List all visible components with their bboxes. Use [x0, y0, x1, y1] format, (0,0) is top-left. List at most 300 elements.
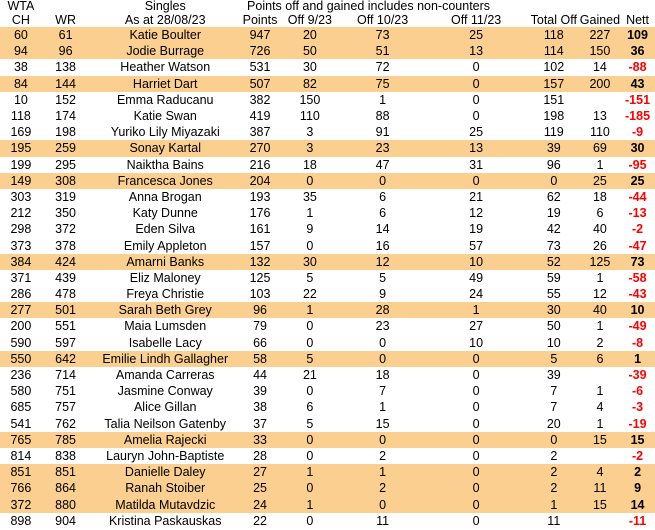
cell-nett: -44: [628, 189, 647, 204]
header-row-2: [0, 13, 655, 27]
cell-ch: 94: [0, 43, 42, 59]
cell-points: 22: [253, 513, 267, 528]
cell-name: Eden Silva: [135, 222, 196, 237]
cell-wr: 319: [55, 189, 77, 204]
table-row: [0, 254, 655, 270]
cell-wr: 551: [55, 319, 77, 334]
cell-total-off: 118: [528, 27, 580, 43]
cell-off-10: 2: [379, 448, 387, 463]
cell-nett: 73: [620, 254, 655, 270]
table-row: [0, 399, 655, 415]
cell-points: 204: [241, 173, 279, 189]
cell-gained: 227: [580, 27, 620, 43]
cell-off-10: 0: [341, 432, 425, 448]
cell-nett: -95: [628, 157, 647, 172]
cell-off-9: 0: [279, 173, 341, 189]
cell-gained: 69: [580, 140, 620, 156]
header-note: Points off and gained includes non-counters: [247, 0, 491, 13]
cell-points: 25: [241, 480, 279, 496]
cell-off-9: 35: [302, 189, 317, 204]
cell-nett: 14: [620, 496, 655, 512]
cell-name: Lauryn John-Baptiste: [106, 448, 225, 463]
table-row: [0, 270, 655, 286]
cell-off-11: 0: [472, 109, 480, 124]
cell-off-10: 0: [341, 351, 425, 367]
cell-gained: 1: [596, 416, 604, 431]
cell-off-9: 0: [306, 335, 314, 350]
cell-name: Francesca Jones: [89, 173, 241, 189]
cell-nett: -47: [628, 238, 647, 253]
cell-nett: -8: [631, 335, 644, 350]
cell-ch: 195: [0, 140, 42, 156]
table-row: [0, 237, 655, 253]
table-row: [0, 367, 655, 383]
cell-ch: 851: [0, 464, 42, 480]
cell-total-off: 114: [528, 43, 580, 59]
cell-off-10: 88: [375, 109, 390, 124]
cell-gained: 4: [580, 464, 620, 480]
cell-total-off: 20: [546, 416, 561, 431]
cell-points: 132: [241, 254, 279, 270]
cell-gained: 18: [592, 189, 607, 204]
cell-off-10: 75: [341, 76, 425, 92]
cell-off-9: 0: [306, 238, 314, 253]
cell-ch: 685: [10, 400, 32, 415]
cell-off-11: 0: [472, 448, 480, 463]
cell-off-10: 0: [379, 335, 387, 350]
cell-name: Jodie Burrage: [89, 43, 241, 59]
cell-total-off: 73: [546, 238, 561, 253]
cell-total-off: 96: [546, 157, 561, 172]
table-row: [0, 448, 655, 464]
cell-wr: 439: [55, 270, 77, 285]
cell-wr: 501: [42, 302, 90, 318]
cell-off-11: 0: [472, 92, 480, 107]
table-row: [0, 27, 655, 43]
cell-name: Isabelle Lacy: [128, 335, 202, 350]
cell-points: 79: [253, 319, 267, 334]
table-row: [0, 43, 655, 59]
table-row: [0, 189, 655, 205]
table-row: [0, 221, 655, 237]
cell-nett: -58: [628, 270, 647, 285]
cell-nett: 9: [620, 480, 655, 496]
cell-name: Katy Dunne: [132, 206, 198, 221]
cell-off-9: 30: [302, 60, 317, 75]
cell-nett: 36: [620, 43, 655, 59]
cell-wr: 144: [42, 76, 90, 92]
cell-gained: 4: [596, 400, 604, 415]
cell-off-11: 25: [469, 125, 484, 140]
cell-off-10: 23: [375, 319, 390, 334]
cell-nett: -2: [631, 222, 644, 237]
cell-points: 37: [253, 416, 267, 431]
cell-points: 33: [241, 432, 279, 448]
cell-total-off: 119: [543, 125, 564, 140]
cell-points: 28: [253, 448, 267, 463]
cell-nett: 30: [620, 140, 655, 156]
cell-ch: 169: [10, 125, 32, 140]
cell-off-9: 1: [279, 496, 341, 512]
cell-off-10: 14: [375, 222, 390, 237]
cell-total-off: 11: [547, 513, 561, 528]
cell-off-11: 10: [424, 254, 527, 270]
cell-total-off: 102: [543, 60, 565, 75]
cell-wr: 642: [42, 351, 90, 367]
cell-name: Freya Christie: [126, 287, 205, 302]
cell-off-11: 0: [424, 480, 527, 496]
cell-off-11: 0: [472, 416, 480, 431]
cell-nett: -9: [631, 125, 644, 140]
cell-off-9: 18: [302, 157, 317, 172]
cell-off-9: 50: [279, 43, 341, 59]
cell-wr: 864: [42, 480, 90, 496]
cell-off-10: 6: [379, 189, 387, 204]
cell-name: Yuriko Lily Miyazaki: [110, 125, 220, 140]
header-off-10: Off 10/23: [357, 13, 409, 27]
cell-ch: 199: [10, 157, 32, 172]
cell-off-9: 3: [279, 140, 341, 156]
cell-wr: 350: [55, 206, 77, 221]
cell-points: 176: [249, 206, 271, 221]
cell-gained: [580, 448, 620, 464]
cell-total-off: 39: [546, 368, 561, 383]
header-singles: Singles: [144, 0, 186, 13]
cell-off-10: 11: [376, 513, 390, 528]
cell-gained: 2: [596, 335, 604, 350]
cell-gained: 40: [580, 302, 620, 318]
cell-off-9: 22: [302, 287, 317, 302]
cell-wr: 478: [55, 287, 77, 302]
cell-name: Katie Swan: [133, 109, 197, 124]
cell-ch: 236: [10, 368, 32, 383]
cell-total-off: 50: [546, 319, 561, 334]
cell-ch: 384: [0, 254, 42, 270]
cell-off-11: 0: [424, 351, 527, 367]
cell-points: 44: [253, 368, 267, 383]
cell-off-11: 0: [472, 60, 480, 75]
cell-off-10: 5: [379, 270, 387, 285]
cell-points: 66: [253, 335, 267, 350]
cell-off-9: 0: [279, 480, 341, 496]
cell-ch: 371: [10, 270, 32, 285]
header-ch: CH: [11, 13, 30, 27]
cell-gained: 125: [580, 254, 620, 270]
table-row: [0, 496, 655, 512]
cell-points: 507: [241, 76, 279, 92]
cell-wr: 904: [55, 513, 77, 528]
header-gained: Gained: [579, 13, 621, 27]
cell-gained: 12: [592, 287, 607, 302]
table-row: [0, 59, 655, 75]
cell-gained: 26: [592, 238, 607, 253]
cell-off-9: 20: [279, 27, 341, 43]
cell-gained: 1: [596, 157, 604, 172]
cell-off-11: 13: [424, 140, 527, 156]
cell-wr: 762: [55, 416, 77, 431]
cell-off-9: 110: [299, 109, 320, 124]
cell-total-off: 151: [543, 92, 565, 107]
cell-wr: 138: [55, 60, 77, 75]
table-row: [0, 416, 655, 432]
cell-off-9: 9: [306, 222, 314, 237]
cell-ch: 814: [10, 448, 32, 463]
cell-off-11: 12: [469, 206, 484, 221]
cell-name: Sarah Beth Grey: [89, 302, 241, 318]
cell-nett: 1: [620, 351, 655, 367]
cell-off-10: 16: [375, 238, 390, 253]
cell-off-9: 5: [306, 416, 314, 431]
header-off-11: Off 11/23: [450, 13, 502, 27]
cell-nett: -11: [628, 513, 647, 528]
cell-ch: 149: [0, 173, 42, 189]
cell-total-off: 0: [528, 432, 580, 448]
cell-points: 387: [249, 125, 271, 140]
cell-off-9: 82: [279, 76, 341, 92]
cell-nett: -3: [631, 400, 644, 415]
header-total-off: Total Off: [530, 13, 577, 27]
cell-gained: [580, 367, 620, 383]
cell-off-10: 15: [375, 416, 390, 431]
cell-points: 24: [241, 496, 279, 512]
table-row: [0, 157, 655, 173]
cell-off-9: 1: [279, 464, 341, 480]
cell-off-10: 28: [341, 302, 425, 318]
cell-nett: 10: [620, 302, 655, 318]
cell-ch: 60: [0, 27, 42, 43]
cell-nett: -43: [628, 287, 647, 302]
cell-ch: 118: [10, 109, 31, 124]
cell-off-11: 0: [424, 432, 527, 448]
cell-nett: -185: [625, 109, 651, 124]
table-row: [0, 351, 655, 367]
table-row: [0, 318, 655, 334]
cell-ch: 766: [0, 480, 42, 496]
cell-off-10: 18: [375, 368, 390, 383]
cell-total-off: 52: [528, 254, 580, 270]
cell-name: Emma Raducanu: [116, 92, 214, 107]
cell-off-10: 1: [341, 464, 425, 480]
cell-gained: 11: [580, 480, 620, 496]
cell-gained: 200: [580, 76, 620, 92]
cell-off-9: 1: [279, 302, 341, 318]
cell-wr: 597: [55, 335, 77, 350]
cell-off-9: 0: [306, 513, 314, 528]
cell-gained: 15: [580, 432, 620, 448]
cell-off-9: 0: [306, 319, 314, 334]
cell-total-off: 2: [528, 480, 580, 496]
cell-ch: 303: [10, 189, 32, 204]
table-row: [0, 92, 655, 108]
table-row: [0, 480, 655, 496]
cell-nett: 2: [620, 464, 655, 480]
cell-nett: -39: [628, 368, 647, 383]
cell-off-9: 6: [306, 400, 314, 415]
cell-off-11: 13: [424, 43, 527, 59]
cell-off-11: 0: [472, 368, 480, 383]
cell-nett: 25: [620, 173, 655, 189]
cell-total-off: 2: [550, 448, 558, 463]
cell-off-9: 21: [302, 368, 317, 383]
cell-off-10: 1: [379, 92, 387, 107]
cell-off-10: 91: [375, 125, 390, 140]
cell-gained: [580, 513, 620, 529]
cell-wr: 851: [42, 464, 90, 480]
cell-wr: 198: [55, 125, 77, 140]
cell-ch: 286: [10, 287, 32, 302]
table-row: [0, 108, 655, 124]
cell-wr: 372: [55, 222, 77, 237]
cell-points: 382: [249, 92, 271, 107]
cell-total-off: 7: [550, 384, 558, 399]
cell-off-11: 49: [469, 270, 484, 285]
table-row: [0, 335, 655, 351]
cell-off-11: 0: [472, 400, 480, 415]
header-nett: Nett: [626, 13, 649, 27]
cell-points: 96: [241, 302, 279, 318]
cell-total-off: 7: [550, 400, 558, 415]
cell-nett: 43: [620, 76, 655, 92]
cell-points: 270: [241, 140, 279, 156]
cell-ch: 590: [10, 335, 32, 350]
cell-wr: 838: [55, 448, 77, 463]
cell-name: Jasmine Conway: [117, 384, 213, 399]
cell-off-10: 9: [379, 287, 387, 302]
cell-points: 125: [249, 270, 271, 285]
cell-nett: -2: [631, 448, 644, 463]
cell-name: Heather Watson: [120, 60, 211, 75]
cell-points: 947: [241, 27, 279, 43]
table-row: [0, 140, 655, 156]
cell-total-off: 59: [546, 270, 561, 285]
cell-total-off: 55: [546, 287, 561, 302]
cell-wr: 308: [42, 173, 90, 189]
cell-off-9: 0: [306, 384, 314, 399]
cell-off-10: 73: [341, 27, 425, 43]
cell-gained: 6: [580, 351, 620, 367]
cell-ch: 541: [10, 416, 32, 431]
cell-name: Emilie Lindh Gallagher: [89, 351, 241, 367]
cell-points: 419: [249, 109, 271, 124]
cell-name: Emily Appleton: [123, 238, 207, 253]
cell-points: 58: [241, 351, 279, 367]
cell-wr: 714: [55, 368, 77, 383]
cell-ch: 898: [10, 513, 32, 528]
cell-gained: 25: [580, 173, 620, 189]
table-row: [0, 432, 655, 448]
cell-name: Eliz Maloney: [129, 270, 201, 285]
cell-gained: 110: [589, 125, 610, 140]
cell-gained: 14: [592, 60, 607, 75]
cell-nett: 109: [620, 27, 655, 43]
cell-ch: 550: [0, 351, 42, 367]
cell-wr: 424: [42, 254, 90, 270]
cell-wr: 757: [55, 400, 77, 415]
header-off-9: Off 9/23: [287, 13, 333, 27]
cell-gained: 1: [596, 319, 604, 334]
cell-off-11: 10: [469, 335, 484, 350]
cell-off-11: 0: [424, 76, 527, 92]
cell-name: Anna Brogan: [128, 189, 202, 204]
cell-name: Ranah Stoiber: [89, 480, 241, 496]
cell-total-off: 157: [528, 76, 580, 92]
cell-ch: 38: [13, 60, 28, 75]
cell-total-off: 10: [546, 335, 561, 350]
cell-off-10: 7: [379, 384, 387, 399]
cell-gained: 6: [596, 206, 604, 221]
header-wta: WTA: [7, 0, 35, 13]
cell-name: Matilda Mutavdzic: [89, 496, 241, 512]
cell-name: Talia Neilson Gatenby: [104, 416, 227, 431]
cell-off-10: 1: [379, 400, 387, 415]
cell-name: Amelia Rajecki: [89, 432, 241, 448]
header-row-1: [0, 0, 655, 13]
cell-off-10: 2: [341, 480, 425, 496]
cell-ch: 212: [10, 206, 32, 221]
cell-total-off: 19: [546, 206, 561, 221]
cell-off-9: 150: [299, 92, 321, 107]
cell-wr: 378: [55, 238, 77, 253]
cell-wr: 785: [42, 432, 90, 448]
cell-off-9: 30: [279, 254, 341, 270]
cell-off-11: 31: [469, 157, 484, 172]
cell-points: 103: [249, 287, 271, 302]
cell-off-11: 0: [424, 173, 527, 189]
cell-wr: 295: [55, 157, 77, 172]
cell-wr: 96: [42, 43, 90, 59]
header-as-at: As at 28/08/23: [124, 13, 206, 27]
cell-total-off: 198: [543, 109, 565, 124]
cell-nett: -151: [625, 92, 651, 107]
cell-ch: 373: [10, 238, 32, 253]
cell-off-11: 0: [472, 513, 480, 528]
cell-points: 216: [249, 157, 271, 172]
cell-nett: -19: [628, 416, 647, 431]
cell-total-off: 5: [528, 351, 580, 367]
table-row: [0, 76, 655, 92]
table-row: [0, 302, 655, 318]
cell-name: Kristina Paskauskas: [108, 513, 222, 528]
cell-nett: -13: [628, 206, 647, 221]
cell-gained: [580, 92, 620, 108]
table-row: [0, 383, 655, 399]
cell-points: 27: [241, 464, 279, 480]
table-row: [0, 464, 655, 480]
cell-off-11: 24: [469, 287, 484, 302]
cell-off-11: 27: [469, 319, 484, 334]
cell-name: Katie Boulter: [89, 27, 241, 43]
table-row: [0, 124, 655, 140]
cell-off-11: 19: [469, 222, 484, 237]
table-row: [0, 173, 655, 189]
cell-off-10: 0: [341, 173, 425, 189]
cell-ch: 765: [0, 432, 42, 448]
cell-off-9: 1: [306, 206, 314, 221]
cell-name: Amanda Carreras: [115, 368, 215, 383]
cell-off-11: 0: [424, 496, 527, 512]
cell-gained: 40: [592, 222, 607, 237]
cell-points: 161: [249, 222, 271, 237]
cell-points: 157: [249, 238, 271, 253]
cell-wr: 61: [42, 27, 90, 43]
cell-points: 193: [249, 189, 271, 204]
cell-off-11: 25: [424, 27, 527, 43]
cell-ch: 277: [0, 302, 42, 318]
cell-off-10: 72: [375, 60, 390, 75]
cell-nett: -88: [628, 60, 647, 75]
cell-name: Harriet Dart: [89, 76, 241, 92]
cell-gained: 150: [580, 43, 620, 59]
